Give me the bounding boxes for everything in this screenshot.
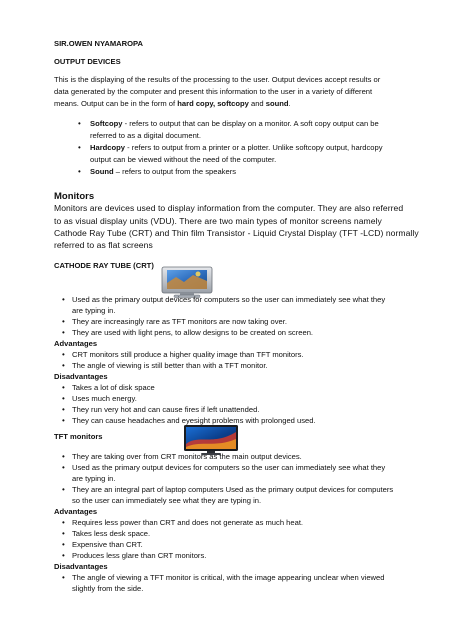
bullet-icon: • — [78, 119, 81, 128]
list-item-continued: are typing in. — [72, 474, 116, 483]
output-devices-heading: OUTPUT DEVICES — [54, 57, 121, 66]
tft-heading: TFT monitors — [54, 432, 103, 441]
intro-line: data generated by the computer and present this information to the user in a variety of different — [54, 87, 373, 96]
bullet-icon: • — [62, 452, 65, 461]
bullet-icon: • — [78, 167, 81, 176]
crt-advantages-heading: Advantages — [54, 339, 98, 348]
monitors-line: to as visual display units (VDU). There are two main types of monitor screens namely — [54, 216, 382, 226]
crt-monitor-image — [160, 266, 214, 298]
intro-prefix: means. Output can be in the form of — [54, 99, 178, 108]
list-item: Uses much energy. — [72, 394, 137, 403]
bullet-icon: • — [62, 540, 65, 549]
author-name: SIR.OWEN NYAMAROPA — [54, 39, 144, 48]
monitors-heading: Monitors — [54, 191, 95, 202]
bullet-icon: • — [62, 485, 65, 494]
list-item-continued: slightly from the side. — [72, 584, 144, 593]
bullet-icon: • — [62, 529, 65, 538]
bullet-icon: • — [62, 551, 65, 560]
bullet-icon: • — [62, 328, 65, 337]
list-term: Hardcopy — [90, 143, 126, 152]
monitors-line: Cathode Ray Tube (CRT) and Thin film Transistor - Liquid Crystal Display (TFT -LCD) normally — [54, 228, 419, 238]
list-text: output can be viewed without the need of the computer. — [90, 155, 277, 164]
list-item: CRT monitors still produce a higher quality image than TFT monitors. — [72, 350, 304, 359]
list-item — [90, 119, 430, 129]
list-item: They are taking over from CRT monitors as the main output devices. — [72, 452, 302, 461]
list-text: referred to as a digital document. — [90, 131, 202, 140]
bullet-icon: • — [62, 405, 65, 414]
list-item: Produces less glare than CRT monitors. — [72, 551, 207, 560]
bullet-icon: • — [62, 394, 65, 403]
intro-line — [54, 99, 426, 109]
bullet-icon: • — [78, 143, 81, 152]
list-item — [90, 167, 430, 177]
list-item: They are increasingly rare as TFT monitors are now taking over. — [72, 317, 287, 326]
crt-heading: CATHODE RAY TUBE (CRT) — [54, 261, 154, 270]
list-item: They are an integral part of laptop computers Used as the primary output devices for computers — [72, 485, 394, 494]
list-item: The angle of viewing a TFT monitor is critical, with the image appearing unclear when viewed — [72, 573, 385, 582]
list-term: Sound — [90, 167, 114, 176]
list-item: They are used with light pens, to allow designs to be created on screen. — [72, 328, 314, 337]
list-item-continued: are typing in. — [72, 306, 116, 315]
form-sound: sound — [265, 99, 289, 108]
tft-disadvantages-heading: Disadvantages — [54, 562, 108, 571]
bullet-icon: • — [62, 317, 65, 326]
bullet-icon: • — [62, 416, 65, 425]
bullet-icon: • — [62, 350, 65, 359]
bullet-icon: • — [62, 463, 65, 472]
bullet-icon: • — [62, 295, 65, 304]
crt-disadvantages-heading: Disadvantages — [54, 372, 108, 381]
intro-line: This is the displaying of the results of the processing to the user. Output devices accept results or — [54, 75, 381, 84]
bullet-icon: • — [62, 383, 65, 392]
bullet-icon: • — [62, 518, 65, 527]
list-text: – refers to output from the speakers — [113, 167, 237, 176]
monitors-line: referred to as flat screens — [54, 240, 153, 250]
list-item: The angle of viewing is still better than with a TFT monitor. — [72, 361, 268, 370]
list-item: Takes a lot of disk space — [72, 383, 155, 392]
list-item-continued: so the user can immediately see what they are typing in. — [72, 496, 262, 505]
list-item — [90, 143, 430, 153]
list-term: Softcopy — [90, 119, 123, 128]
form-hard-soft: hard copy, softcopy — [177, 99, 249, 108]
tft-advantages-heading: Advantages — [54, 507, 98, 516]
list-item: Used as the primary output devices for computers so the user can immediately see what they — [72, 295, 386, 304]
list-text: - refers to output from a printer or a plotter. Unlike softcopy output, hardcopy — [127, 143, 383, 152]
form-and: and — [248, 99, 266, 108]
list-item: Used as the primary output devices for computers so the user can immediately see what they — [72, 463, 386, 472]
list-item: Requires less power than CRT and does not generate as much heat. — [72, 518, 304, 527]
bullet-icon: • — [62, 361, 65, 370]
bullet-icon: • — [62, 573, 65, 582]
list-item: They can cause headaches and eyesight problems with prolonged used. — [72, 416, 316, 425]
list-text: - refers to output that can be display on a monitor. A soft copy output can be — [124, 119, 379, 128]
list-item: Takes less desk space. — [72, 529, 151, 538]
list-item: Expensive than CRT. — [72, 540, 143, 549]
list-item: They run very hot and can cause fires if left unattended. — [72, 405, 260, 414]
monitors-line: Monitors are devices used to display information from the computer. They are also referred — [54, 203, 404, 213]
form-end: . — [288, 99, 291, 108]
